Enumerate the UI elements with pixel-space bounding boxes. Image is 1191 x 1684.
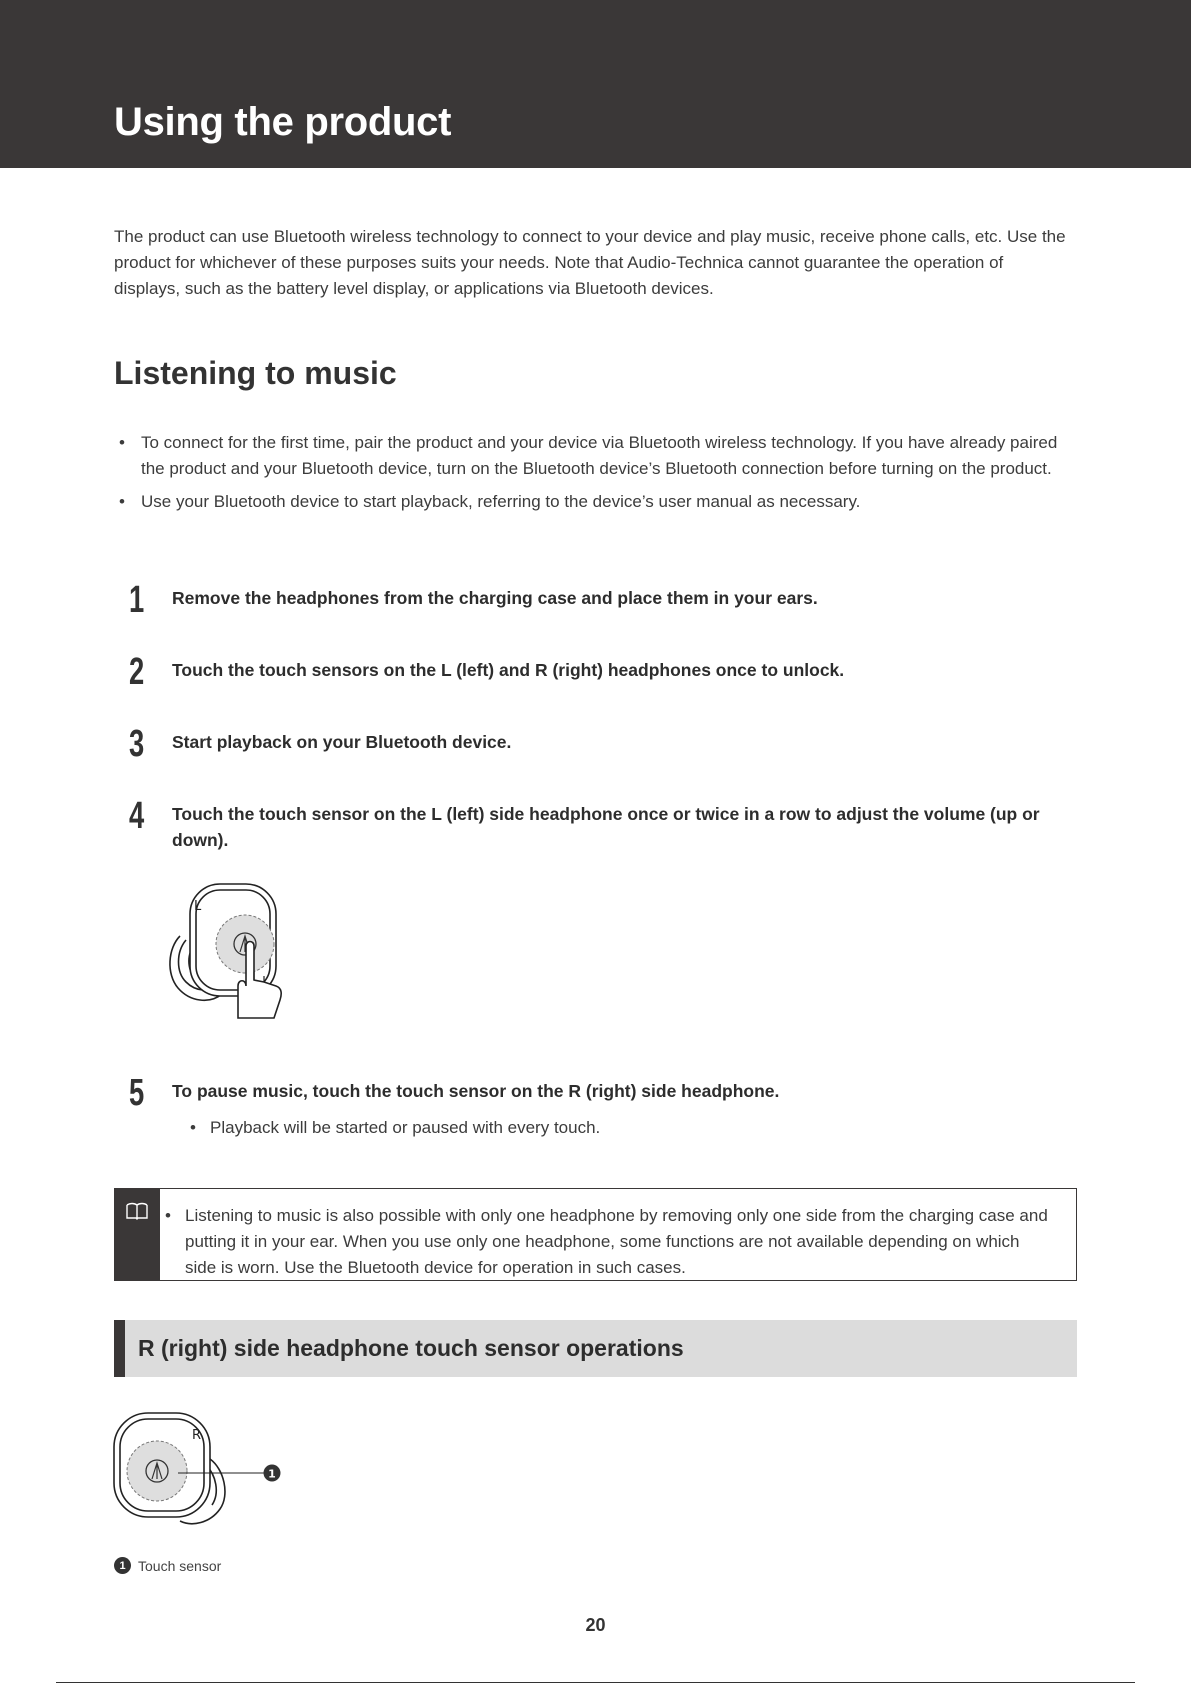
book-icon [125,1201,149,1226]
intro-paragraph: The product can use Bluetooth wireless technology to connect to your device and play music, receive phone calls, etc. Use the product for whichever of these purposes suits your needs. Note that Audio-Technica cannot guarantee the operation of displays, such as the battery level display, or applications via Bluetooth devices. [114,227,1066,298]
right-earbud-illustration [110,1405,285,1540]
subsection-title: R (right) side headphone touch sensor operations [138,1335,684,1361]
step-text: To pause music, touch the touch sensor on the R (right) side headphone. [172,1081,780,1101]
step-2 [114,651,1079,693]
page-title: Using the product [114,100,452,144]
figure-right-label: R [192,1428,202,1443]
step-text: Touch the touch sensor on the L (left) side headphone once or twice in a row to adjust the volume (up or down). [172,804,1040,850]
bullet-list [114,430,1079,523]
subsection-accent-bar [114,1320,125,1377]
note-sidebar [115,1189,160,1280]
step-text: Touch the touch sensors on the L (left) and R (right) headphones once to unlock. [172,660,845,680]
step-text: Remove the headphones from the charging case and place them in your ears. [172,588,818,608]
subsection-header [114,1320,1077,1377]
step-number: 4 [129,795,145,837]
step-number: 3 [129,723,145,765]
step-3 [114,723,1079,765]
left-earbud-illustration [166,876,296,1031]
step-number: 1 [129,579,145,621]
step-number: 2 [129,651,145,693]
step-4 [114,795,1079,853]
callout-number: 1 [268,1467,276,1481]
step-number: 5 [129,1072,145,1114]
legend-text: Touch sensor [138,1557,222,1574]
figure-left-label: L [194,899,202,914]
step-1 [114,579,1079,621]
step-sub-bullet: • Playback will be started or paused with every touch. [184,1118,1079,1138]
figure-legend [114,1557,221,1574]
list-item: • To connect for the first time, pair the product and your device via Bluetooth wireless technology. If you have already paired the product and your Bluetooth device, turn on the Bluetooth device’s Bluetooth connection before turning on the product. [114,430,1079,481]
note-text: • Listening to music is also possible with only one headphone by removing only one side from the charging case and putting it in your ear. When you use only one headphone, some functions are not available depending on which side is worn. Use the Bluetooth device for operation in such cases. [185,1203,1055,1281]
section-title: Listening to music [114,355,397,391]
note-box [114,1188,1077,1281]
list-item: • Use your Bluetooth device to start playback, referring to the device’s user manual as necessary. [114,489,1079,515]
step-text: Start playback on your Bluetooth device. [172,732,512,752]
step-5 [114,1072,1079,1138]
footer-divider [56,1682,1135,1683]
legend-number-badge: 1 [114,1557,131,1574]
page-number: 20 [585,1615,606,1635]
